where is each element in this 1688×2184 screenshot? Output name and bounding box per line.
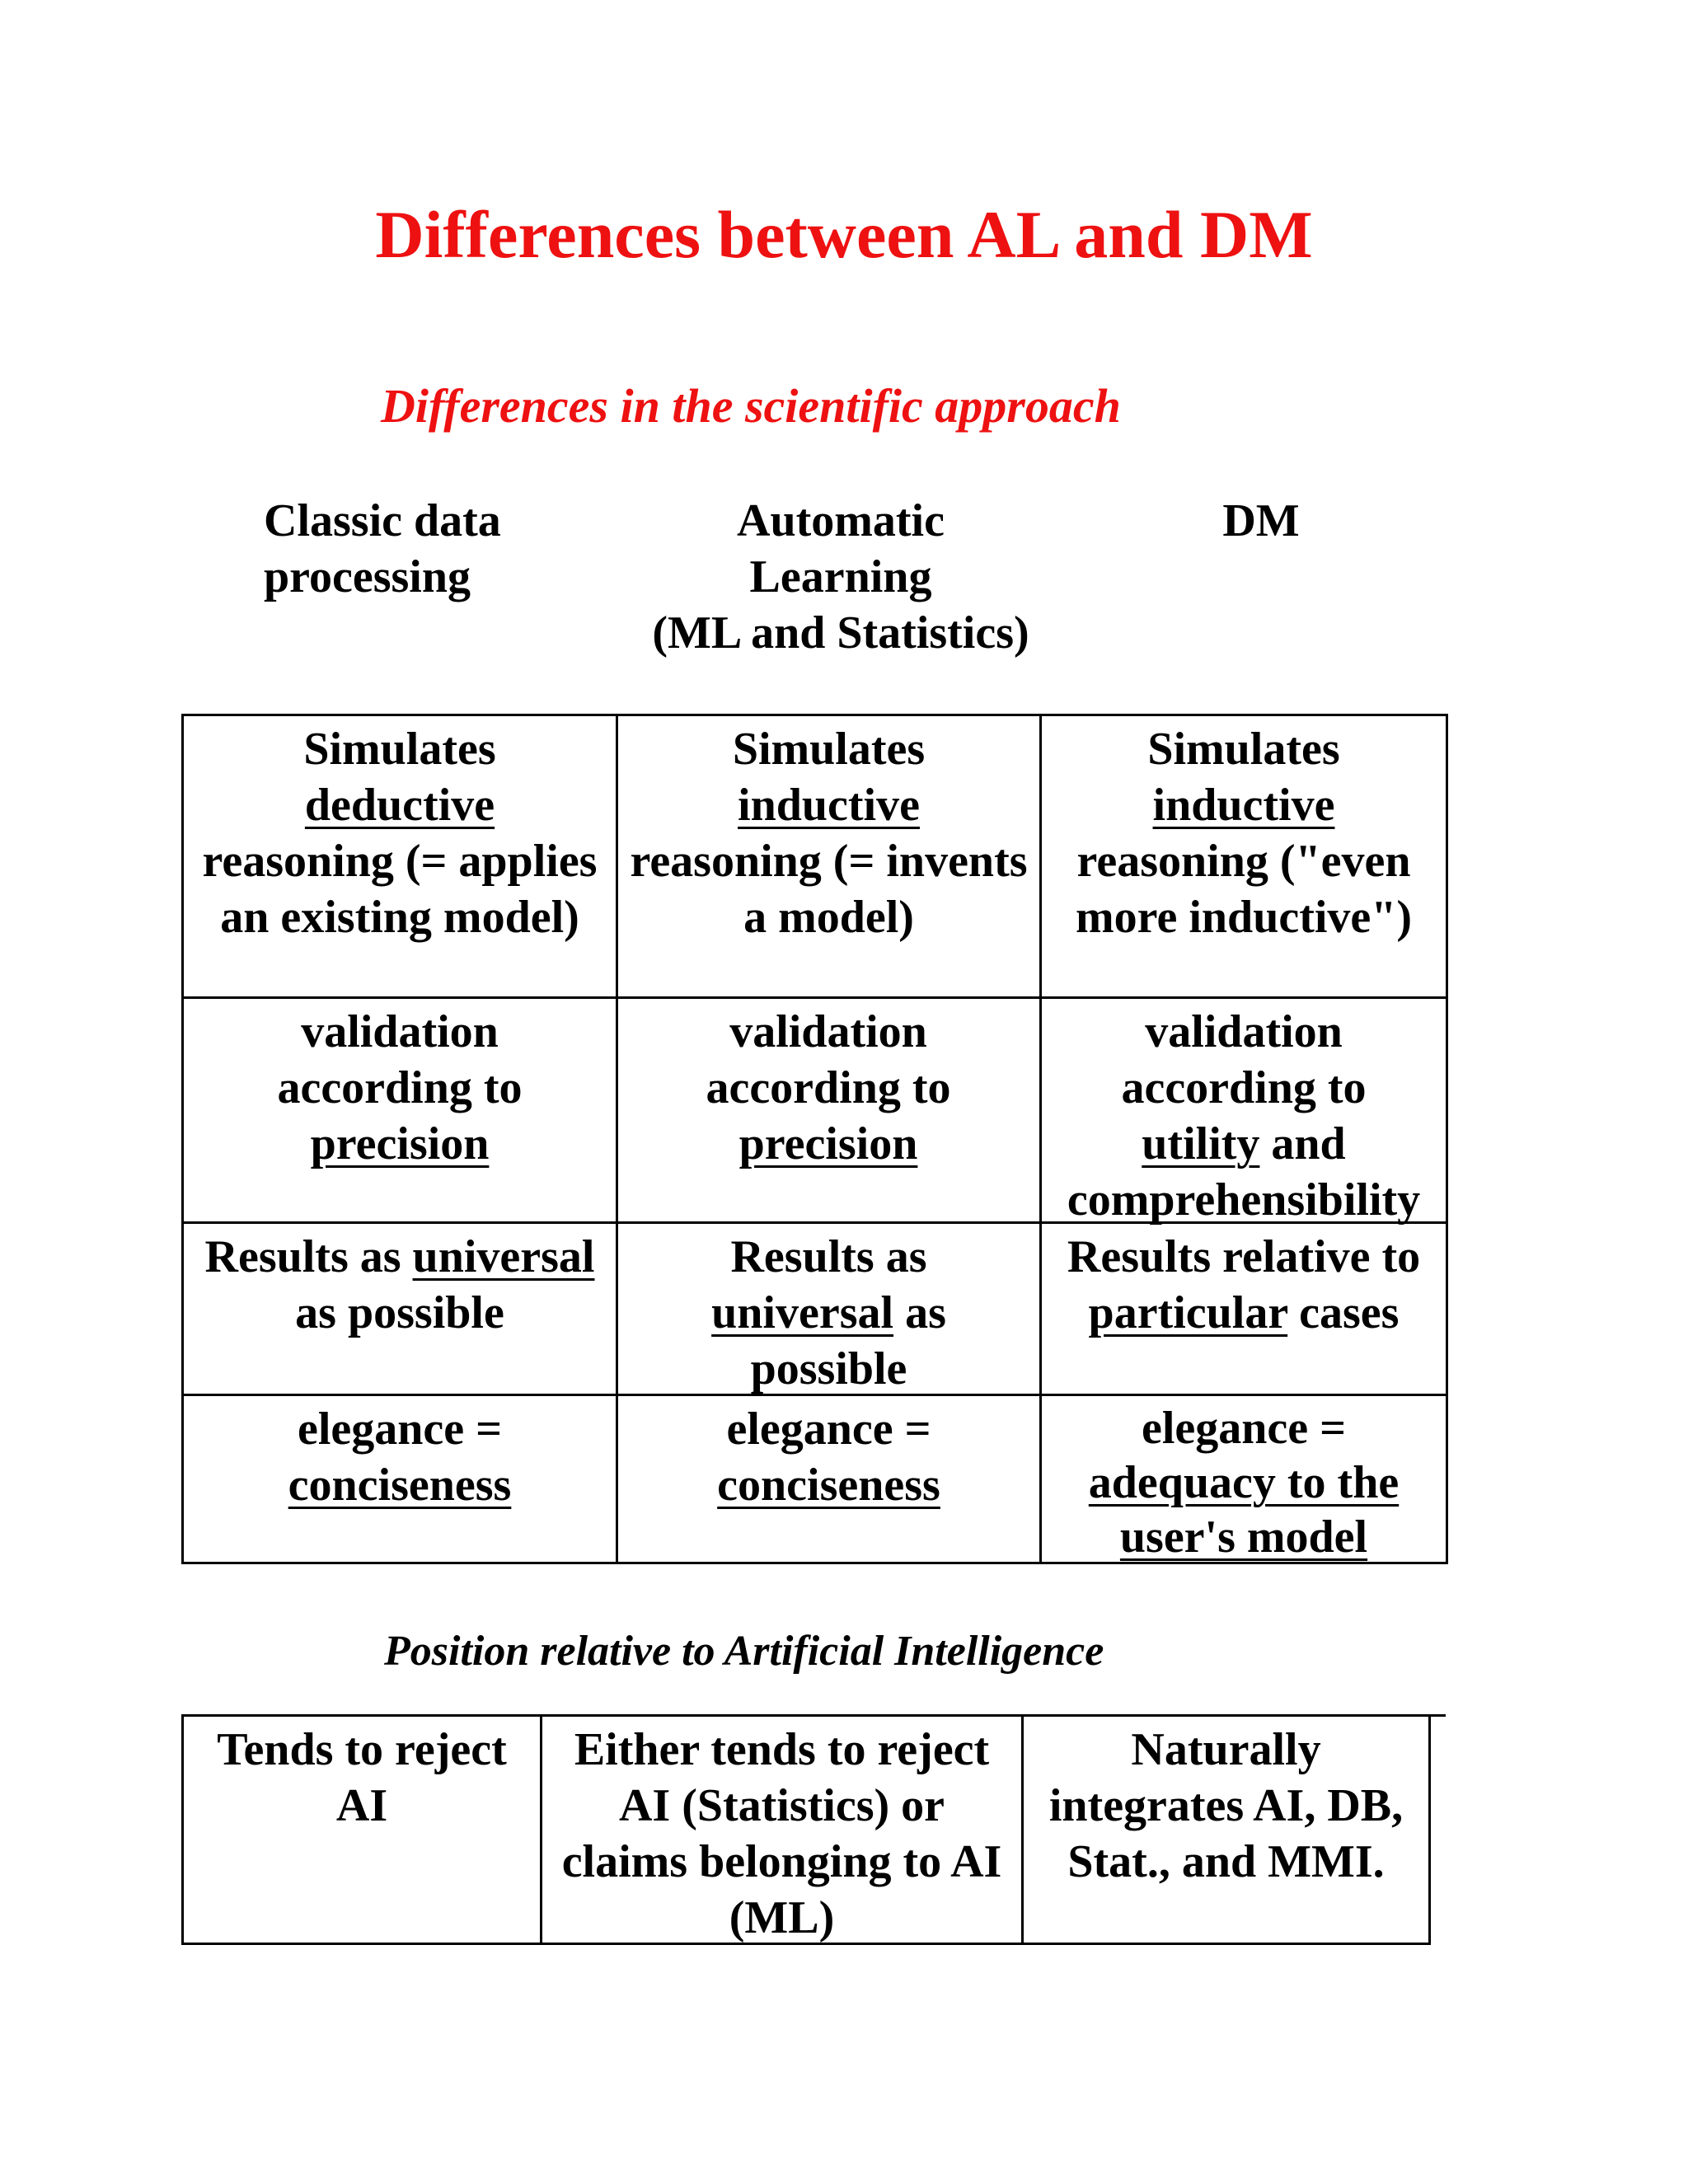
table-cell: validation according to precision xyxy=(277,1006,523,1169)
column-header-ml-line1: Automatic xyxy=(737,495,945,546)
table-cell: elegance = conciseness xyxy=(717,1404,940,1511)
table-cell: Results as universal as possible xyxy=(711,1231,946,1394)
column-header-classic: Classic data processing xyxy=(264,495,501,602)
table-cell: elegance = adequacy to the user's model xyxy=(1088,1403,1400,1563)
table-border-extension xyxy=(1431,1714,1446,1717)
table-cell: elegance = conciseness xyxy=(288,1404,512,1511)
section-title-scientific-approach: Differences in the scientific approach xyxy=(381,379,1121,433)
table-cell: Either tends to reject AI (Statistics) or claims belonging to AI (ML) xyxy=(561,1724,1002,1943)
column-header-dm: DM xyxy=(1222,495,1300,546)
table-cell: Tends to reject AI xyxy=(217,1724,507,1831)
table-cell: Results relative to particular cases xyxy=(1067,1231,1421,1338)
column-header-ml-line2: Learning xyxy=(749,551,932,602)
page-title: Differences between AL and DM xyxy=(375,197,1313,272)
table-cell: Simulates deductive reasoning (= applies an existing model) xyxy=(202,724,598,943)
table-cell: validation according to utility and comprehensibility xyxy=(1067,1006,1421,1226)
ai-position-table xyxy=(181,1714,1431,1945)
table-cell: Results as universal as possible xyxy=(204,1231,595,1338)
table-cell: Naturally integrates AI, DB, Stat., and MMI. xyxy=(1048,1724,1404,1887)
comparison-table xyxy=(181,714,1448,1564)
table-cell: Simulates inductive reasoning ("even more inductive") xyxy=(1076,724,1412,943)
table-cell: Simulates inductive reasoning (= invents a model) xyxy=(630,724,1028,943)
table-cell: validation according to precision xyxy=(706,1006,951,1169)
column-header-ml-line3: (ML and Statistics) xyxy=(652,607,1029,658)
column-header-ml xyxy=(577,493,1104,661)
section-title-ai-position: Position relative to Artificial Intelligence xyxy=(384,1628,1104,1675)
